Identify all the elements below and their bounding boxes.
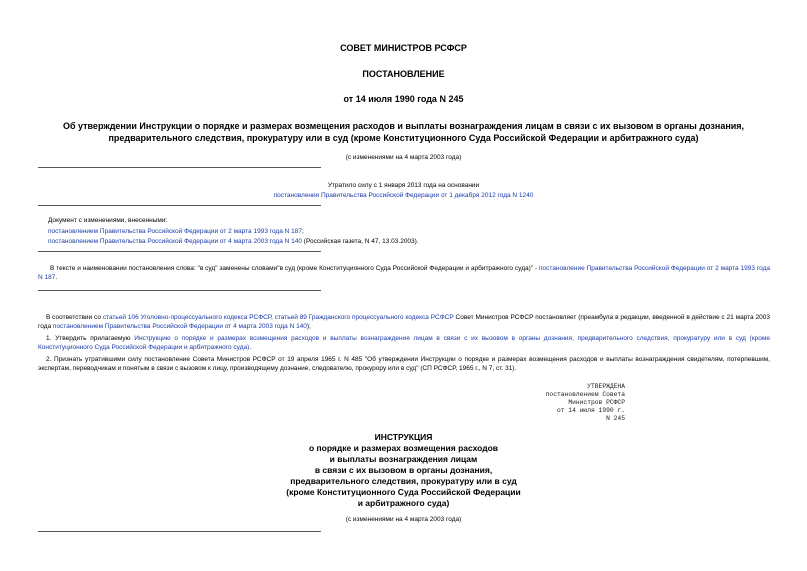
changes-sep: ; <box>302 228 304 235</box>
document-date: от 14 июля 1990 года N 245 <box>343 94 464 104</box>
change-link-1993[interactable]: постановлением Правительства Российской Федерации от 2 марта 1993 года N 187 <box>48 228 302 235</box>
expired-link-line <box>0 191 807 200</box>
approval-line-4: от 14 июля 1990 г. <box>556 407 625 414</box>
preamble-text-d: ); <box>306 323 311 330</box>
expired-notice: Утратило силу с 1 января 2013 года на основании <box>327 182 480 189</box>
approval-line-5: N 245 <box>606 415 625 422</box>
divider <box>38 167 321 168</box>
item-1-text: 1. Утвердить прилагаемую <box>46 335 135 342</box>
document-title-line1: Об утверждении Инструкции о порядке и размерах возмещения расходов и выплаты вознаграждения лицам в связи с их вызовом в органы дознания, <box>62 121 745 131</box>
change-link-2003[interactable]: постановлением Правительства Российской Федерации от 4 марта 2003 года N 140 <box>48 238 302 245</box>
instruction-title <box>0 432 807 509</box>
divider <box>38 290 321 291</box>
instruction-title-line5: предварительного следствия, прокуратуру или в суд <box>290 476 517 486</box>
preamble-text-b: , <box>270 314 275 321</box>
divider <box>38 251 321 252</box>
amendments-note: (с изменениями на 4 марта 2003 года) <box>345 154 462 161</box>
changes-source: (Российская газета, N 47, 13.03.2003). <box>302 238 419 245</box>
note-link[interactable]: постановление Правительства Российской Федерации от 2 марта 1993 года N 187 <box>38 265 770 281</box>
changes-item-1 <box>48 227 304 236</box>
changes-item-2 <box>48 237 419 246</box>
instruction-amendments-note: (с изменениями на 4 марта 2003 года) <box>345 516 462 523</box>
instruction-title-line1: ИНСТРУКЦИЯ <box>374 432 433 442</box>
expired-basis-link[interactable]: постановления Правительства Российской Федерации от 1 декабря 2012 года N 1240 <box>273 192 534 199</box>
preamble-text-c: Совет Министров РСФСР постановляет (преамбула в редакции, введенной в действие с 21 марта 2003 года <box>38 314 770 330</box>
approval-stamp <box>480 383 625 423</box>
instruction-title-line4: в связи с их вызовом в органы дознания, <box>314 465 493 475</box>
issuing-authority: СОВЕТ МИНИСТРОВ РСФСР <box>340 43 467 53</box>
resolution-140-link[interactable]: постановлением Правительства Российской Федерации от 4 марта 2003 года N 140 <box>52 323 307 330</box>
note-tail: . <box>55 274 58 281</box>
instruction-title-line6: (кроме Конституционного Суда Российской Федерации <box>286 487 521 497</box>
document-title-line2: предварительного следствия, прокуратуру или в суд (кроме Конституционного Суда Российской Федерации и арбитражного суда) <box>108 133 699 143</box>
preamble-text-a: В соответствии со <box>46 314 103 321</box>
preamble-paragraph <box>38 313 770 331</box>
instruction-title-line7: и арбитражного суда) <box>357 498 450 508</box>
document-type: ПОСТАНОВЛЕНИЕ <box>362 69 445 79</box>
item-2-paragraph: 2. Признать утратившими силу постановление Совета Министров РСФСР от 19 апреля 1965 г. N 485 "Об утверждении Инструкции о порядке и размерах возмещения расходов и выплаты вознаграждения свидетелям, потерпевшим, экспертам, переводчикам и понятым в связи с вызовом к лицу, производящему дознание, следователю, прокурору или в суд" (СП РСФСР, 1965 г., N 7, ст. 31). <box>38 356 770 372</box>
wording-change-note <box>38 264 770 282</box>
item-1-tail: . <box>249 344 252 351</box>
gpk-article-link[interactable]: статьей 89 Гражданского процессуального кодекса РСФСР <box>274 314 454 321</box>
instruction-link[interactable]: Инструкцию о порядке и размерах возмещения расходов и выплаты вознаграждения лицам в связи с их вызовом в органы дознания, предварительного следствия, прокуратуру или в суд (кроме Конституционного Суда Российской Федерации и арбитражного суда) <box>38 335 770 351</box>
instruction-title-line2: о порядке и размерах возмещения расходов <box>308 443 499 453</box>
changes-heading: Документ с изменениями, внесенными: <box>48 217 168 224</box>
approval-line-2: постановлением Совета <box>545 391 625 398</box>
divider <box>38 531 321 532</box>
instruction-title-line3: и выплаты вознаграждения лицам <box>329 454 478 464</box>
approval-line-1: УТВЕРЖДЕНА <box>587 383 625 390</box>
divider <box>38 205 321 206</box>
item-1-paragraph <box>38 334 770 352</box>
upk-article-link[interactable]: статьей 106 Уголовно-процессуального кодекса РСФСР <box>102 314 271 321</box>
note-text: В тексте и наименовании постановления слова: "в суд" заменены словами"в суд (кроме Конституционного Суда Российской Федерации и арбитражного суда)" - <box>50 265 538 272</box>
approval-line-3: Министров РСФСР <box>568 399 625 406</box>
